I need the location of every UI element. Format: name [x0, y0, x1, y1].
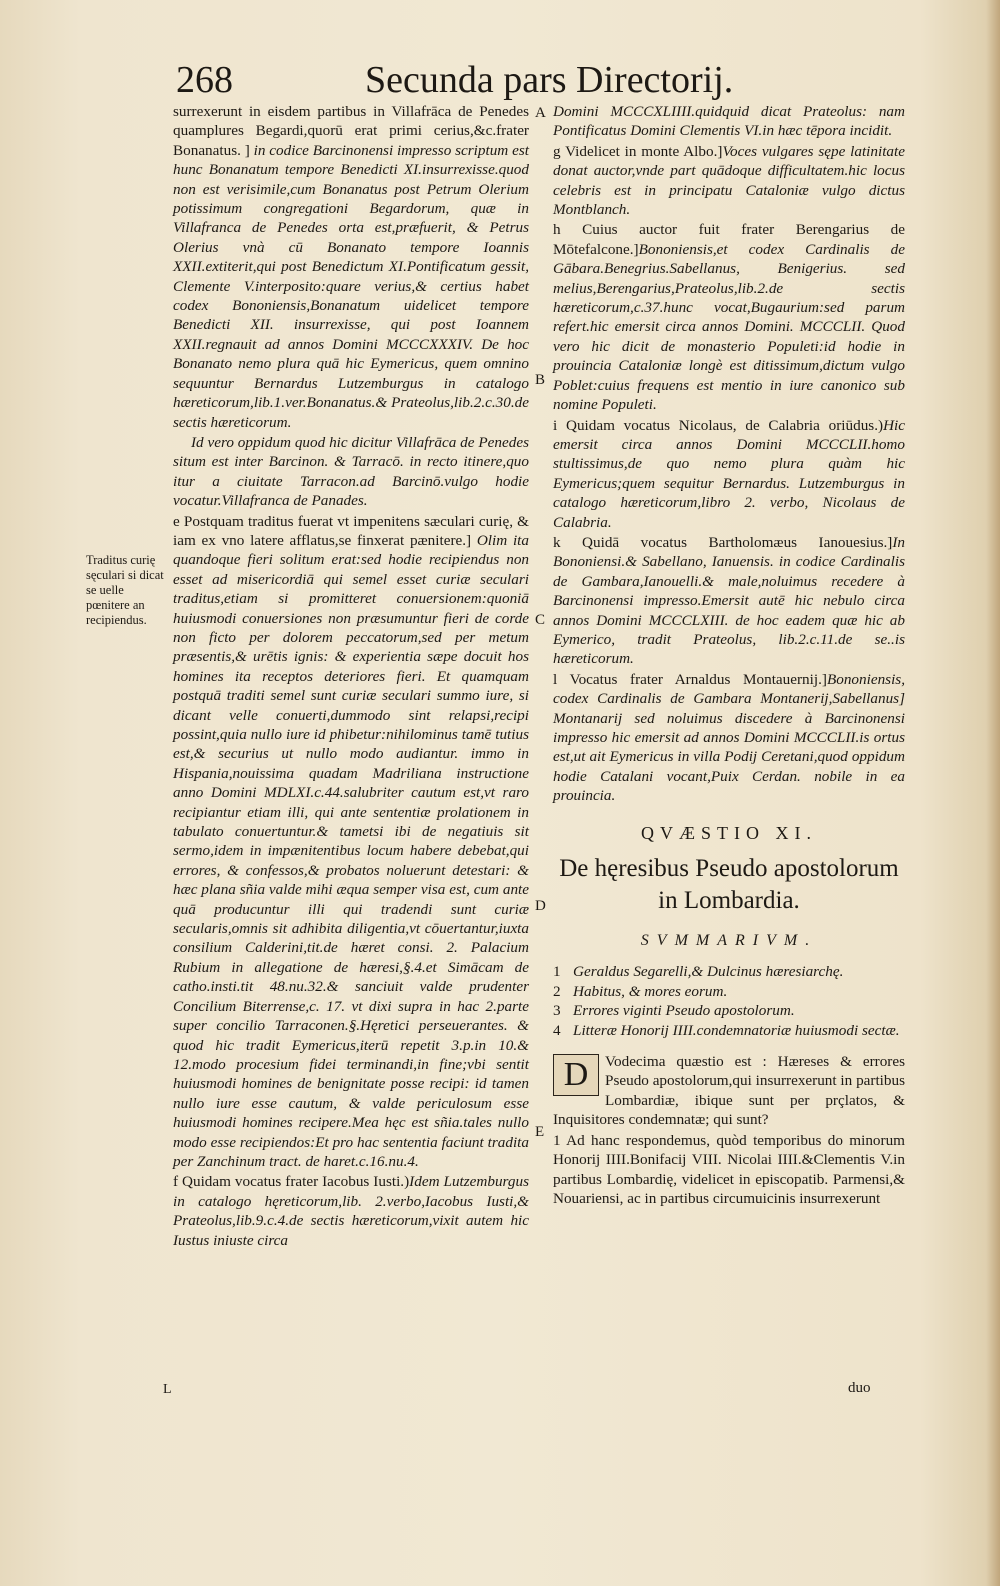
- summary-heading: SVMMARIVM.: [640, 932, 818, 950]
- text-run: f Quidam vocatus frater Iacobus Iusti.): [173, 1173, 410, 1191]
- text-run: Domini MCCCXLIIII.quidquid dicat Prateolus: nam Pontificatus Domini Clementis VI.in hæc tēpora incidit.: [553, 103, 905, 140]
- text-run: k Quidā vocatus Bartholomæus Ianouesius.]: [553, 533, 893, 551]
- text-run: Id vero oppidum quod hic dicitur Villafrāca de Penedes situm est inter Barcinon. & Tarracō. in recto itinere,quo itur a ciuitate Tarracon.ad Barcinō.vulgo hodie vocatur.Villafranca de Panades.: [173, 433, 529, 510]
- text-run: Hic emersit circa annos Domini MCCCLII.homo stultissimus,de quo nemo plura quàm hic Eymericus;quem sequitur Bernardus. Lutzemburgus in catalogo hæreticorum,libro 2. verbo, Nicolaus de Calabria.: [553, 416, 905, 531]
- summary-number: 3: [553, 1002, 561, 1020]
- paragraph: [173, 102, 529, 432]
- summary-text: Habitus, & mores eorum.: [573, 982, 728, 1000]
- summary-item: [553, 1021, 905, 1040]
- section-letter-b: B: [535, 372, 546, 388]
- text-run: i Quidam vocatus Nicolaus, de Calabria oriūdus.): [553, 416, 884, 434]
- text-run: Bononiensis,et codex Cardinalis de Gābara.Benegrius.Sabellanus, Benigerius. sed melius,Berengarius,Prateolus,lib.2.de sectis hæreticorum,c.37.hunc vocat,Bugaurium:sed parum refert.hic emersit circa annos Domini. MCCCLII. Quod vero hic dicit de monasterio Populeti:id hodie in prouincia Cataloniæ longè est ditissimum,dictum vulgo Poblet:cuius frequens est mentio in iure canonico sub nomine Populeti.: [553, 240, 905, 414]
- running-head: Secunda pars Directorij.: [365, 59, 734, 101]
- body-text: Vodecima quæstio est : Hæreses & errores Pseudo apostolorum,qui insurrexerunt in partibus Lombardiæ, ibique sunt per prçlatos, & Inquisitores condemnatæ; qui sunt?: [553, 1053, 905, 1129]
- page-header: [170, 55, 820, 105]
- paragraph: [173, 1172, 529, 1250]
- text-run: Voces vulgares sępe latinitate donat auctor,vnde part quādoque difficultatem.hic locus celebris est in principatu Cataloniæ vulgo dictus Montblanch.: [553, 142, 905, 219]
- summary-number: 1: [553, 963, 561, 981]
- text-run: Idem Lutzemburgus in catalogo hęreticorum,lib. 2.verbo,Iacobus Iusti,& Prateolus,lib.9.c.4.de sectis hæreticorum,vixit autem hic Iustus iniuste circa: [173, 1173, 530, 1249]
- question-heading: QVÆSTIO XI.: [641, 822, 817, 843]
- paragraph: [553, 670, 905, 806]
- summary-text: Litteræ Honorij IIII.condemnatoriæ huiusmodi sectæ.: [573, 1021, 900, 1039]
- margin-note: Traditus curię sęculari si dicat se uelle pœnitere an recipiendus.: [86, 553, 164, 627]
- paragraph: [173, 512, 529, 1172]
- summary-text: Errores viginti Pseudo apostolorum.: [573, 1002, 795, 1020]
- summary-item: [553, 962, 905, 981]
- text-run: Olim ita quandoque fieri solitum erat:sed hodie recipiendus non esset ad misericordiā qui semel esset curiæ seculari traditus,etiam si promitteret conuersionem:quoniā huiusmodi conuersiones non præsumuntur fieri de corde non ficto per dolorem peccatorum,sed per metum præsentis,& urētis ignis: & experientia sæpe docuit hos homines ita receptos deteriores fieri. Et quamquam postquā traditi semel sunt curiæ seculari summo iure, si dicant velle conuerti,dummodo sint relapsi,recipi possint,quia nullo iure id phibetur:nihilominus tamē tutius est,& securius ut nullo modo audiantur. immo in Hispania,nouissima quadam Madriliana instructione anno Domini MDLXI.c.44.salubriter cautum est,vt raro recipiantur etiam illi, qui ante sententiæ prolationem in tabulato conuertuntur.& tametsi ibi de negatiuis sit sermo,idem in impænitentibus locum habere debebat,qui errores, & confessos,& probatos noluerunt detestari: & hæc plana sñia valde mihi æqua semper visa est, cum ante quā producuntur illi qui tradendi sunt curiæ secularis,omnis sit adhibita diligentia,vt cōuertantur,iuxta consilium Calderini,tit.de hæret consi. 2. Palacium Rubium in allegatione de hæresi,§.4.et Simācam de catho.insti.tit 48.nu.32.& sanciuit valde prudenter Concilium Biterrense,c. 17. vt dixi supra in hac 2.parte super concilio Tarraconen.§.Hęretici perseuerantes. & quod hic tradit Eymericus,iterū repetit 3.p.in 10.& 12.modo procesium fidei terminandi,in fine;vbi sentit huiusmodi homines de benignitate posse recipi: id tamen nullo iure esse cautum, & valde periculosum esse huiusmodi homines recipere.Mea hęc est sñia.tales nullo modo esse recipiendos:Et pro hac sententia faciunt tradita per Zanchinum tract. de haret.c.16.nu.4.: [173, 531, 529, 1170]
- body-paragraph: [553, 1131, 905, 1209]
- body-text: 1 Ad hanc respondemus, quòd temporibus do minorum Honorij IIII.Bonifacij VIII. Nicolai IIII.&Clementis V.in partibus Lombardię, videlicet in episcopatib. Parmensi,& Nouariensi, ac in partibus circumuicinis insurrexerunt: [553, 1131, 905, 1207]
- catchword: duo: [848, 1380, 871, 1396]
- summary-text: Geraldus Segarelli,& Dulcinus hæresiarchę.: [573, 963, 844, 981]
- text-run: g Videlicet in monte Albo.]: [553, 142, 723, 160]
- section-letter-d: D: [535, 898, 546, 914]
- section-letter-a: A: [535, 105, 546, 121]
- right-column: [553, 102, 905, 1209]
- text-run: In Bononiensi.& Sabellano, Ianuensis. in codice Cardinalis de Gambara,Ianouelli.& male,noluimus recedere à Barcinonensi impresso.Emersit autē hic nebulo circa annos Domini MCCCLXIII. de hoc eadem quæ hic ab Eymerico, tradit Prateolus, lib.2.c.11.de se..is hæreticorum.: [553, 533, 905, 668]
- drop-cap: D: [553, 1054, 599, 1096]
- chapter-title: De hęresibus Pseudo apostolorum in Lombardia.: [559, 855, 899, 915]
- text-run: h Cuius auctor fuit frater Berengarius de Mōtefalcone.]: [553, 221, 905, 258]
- paragraph: [553, 533, 905, 669]
- paragraph: [553, 416, 905, 532]
- body-paragraph: [553, 1052, 905, 1130]
- summary-item: [553, 982, 905, 1001]
- summary-number: 4: [553, 1021, 561, 1039]
- signature-mark: L: [163, 1382, 172, 1397]
- left-column: [173, 102, 529, 1251]
- text-run: l Vocatus frater Arnaldus Montauernij.]: [553, 670, 827, 688]
- section-letter-c: C: [535, 612, 546, 628]
- summary-list: [553, 962, 905, 1040]
- summary-item: [553, 1001, 905, 1020]
- paragraph: [553, 102, 905, 141]
- text-run: surrexerunt in eisdem partibus in Villafrāca de Penedes quamplures Begardi,quorū erat primi cerius,&c.frater Bonanatus. ]: [173, 103, 529, 159]
- page-edge-shadow: [986, 0, 1000, 1586]
- text-run: e Postquam traditus fuerat vt impenitens sæculari curię, & iam ex vno latere afflatus,se finxerat pænitere.]: [173, 512, 529, 549]
- paragraph: [173, 433, 529, 511]
- text-run: in codice Barcinonensi impresso scriptum est hunc Bonanatum tempore Benedicti XI.insurrexisse.quod non est verisimile,cum Bonanatus post Petrum Olerium potissimum congregationi Begardorum, quæ in Villafranca de Penedes orta est,præfuerit, & Petrus Olerius vnà cū Bonanato tempore Ioannis XXII.extiterit,qui post Benedictum XI.Pontificatum gessit, Clemente V.interposito:quare verius,& certius habet codex Bononiensis,Bonanatum uidelicet tempore Benedicti XII. insurrexisse, qui post Ioannem XXII.regnauit ad annos Domini MCCCXXXIV. De hoc Bonanato nemo plura quā hic Eymericus, quem omnino sequuntur Bernardus Lutzemburgus in catalogo hæreticorum,lib.1.ver.Bonanatus.& Prateolus,lib.2.c.30.de sectis hæreticorum.: [173, 141, 529, 431]
- paragraph: [553, 220, 905, 414]
- page-number: 268: [176, 59, 233, 101]
- paragraph: [553, 142, 905, 220]
- section-letter-e: E: [535, 1124, 545, 1140]
- text-run: Bononiensis, codex Cardinalis de Gambara Montanerij,Sabellanus] Montanarij sed noluimus discedere à Barcinonensi impresso hic emersit ad annos Domini MCCCLII.is ortus est,ut ait Eymericus in villa Podij Ceretani,quod oppidum hodie Catalani vocant,Puix Cerdan. nobile in ea prouincia.: [553, 670, 905, 805]
- summary-number: 2: [553, 982, 561, 1000]
